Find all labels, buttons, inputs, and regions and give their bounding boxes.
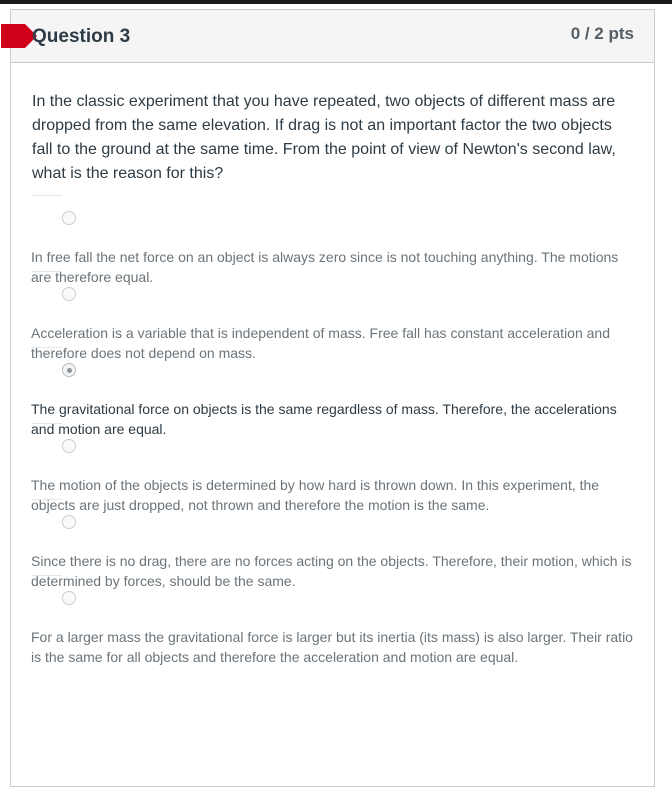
answer-option[interactable]: [31, 195, 635, 287]
radio-icon[interactable]: [62, 439, 76, 453]
question-text: In the classic experiment that you have repeated, two objects of different mass are dropped from the same elevation. If drag is not an important factor the two objects fall to the ground at the same time. From the point of view of Newton's second law, what is the reason for this?: [32, 93, 616, 182]
top-bar: [0, 0, 672, 4]
question-title: Question 3: [32, 26, 131, 47]
question-points: 0 / 2 pts: [570, 24, 634, 43]
radio-icon[interactable]: [62, 211, 76, 225]
answer-text: Acceleration is a variable that is independent of mass. Free fall has constant acceleration and therefore does not depend on mass.: [31, 325, 610, 361]
radio-icon[interactable]: [62, 515, 76, 529]
answer-text: Since there is no drag, there are no forces acting on the objects. Therefore, their motion, which is determined by forces, should be the same.: [31, 553, 632, 589]
answer-text: The motion of the objects is determined by how hard is thrown down. In this experiment, the objects are just dropped, not thrown and therefore the motion is the same.: [31, 477, 600, 513]
answer-text: The gravitational force on objects is the same regardless of mass. Therefore, the accelerations and motion are equal.: [31, 401, 617, 437]
radio-selected-icon[interactable]: [62, 363, 76, 377]
radio-icon[interactable]: [62, 591, 76, 605]
answer-text: In free fall the net force on an object is always zero since is not touching anything. The motions are therefore equal.: [31, 249, 619, 285]
question-header: [11, 10, 654, 63]
question-card: [10, 9, 655, 787]
answer-list: [31, 211, 635, 667]
answer-text: For a larger mass the gravitational force is larger but its inertia (its mass) is also larger. Their ratio is the same for all objects and therefore the acceleration and motion are equal.: [31, 629, 633, 665]
radio-icon[interactable]: [62, 287, 76, 301]
